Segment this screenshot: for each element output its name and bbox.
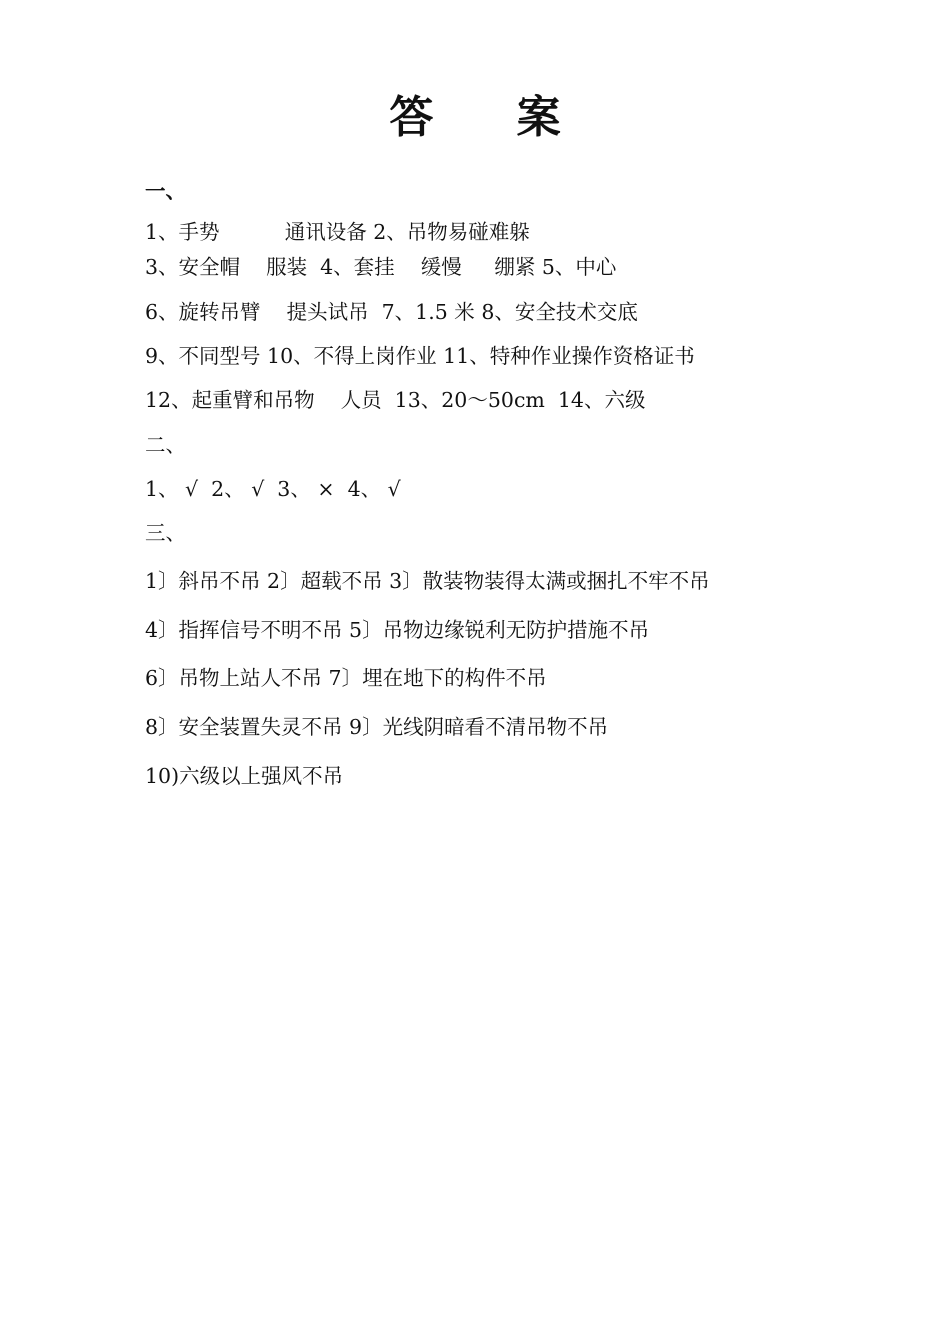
section-one-heading: 一、 xyxy=(145,179,186,203)
answer-line: 12、起重臂和吊物 人员 13、20～50cm 14、六级 xyxy=(145,388,646,412)
answer-line: 8〕安全装置失灵不吊 9〕光线阴暗看不清吊物不吊 xyxy=(145,715,609,739)
page-title: 答 案 xyxy=(389,92,595,143)
answer-line: 10)六级以上强风不吊 xyxy=(145,764,344,788)
answer-line: 9、不同型号 10、不得上岗作业 11、特种作业操作资格证书 xyxy=(145,344,695,368)
answer-line: 1〕斜吊不吊 2〕超载不吊 3〕散装物装得太满或捆扎不牢不吊 xyxy=(145,569,710,593)
answer-line: 4〕指挥信号不明不吊 5〕吊物边缘锐利无防护措施不吊 xyxy=(145,618,650,642)
answer-line: 6〕吊物上站人不吊 7〕埋在地下的构件不吊 xyxy=(145,666,547,690)
section-three-heading: 三、 xyxy=(145,521,186,545)
answer-line: 6、旋转吊臂 提头试吊 7、1.5 米 8、安全技术交底 xyxy=(145,300,638,324)
answer-line: 3、安全帽 服装 4、套挂 缓慢 绷紧 5、中心 xyxy=(145,255,617,279)
answer-line: 1、手势 通讯设备 2、吊物易碰难躲 xyxy=(145,220,530,244)
section-two-heading: 二、 xyxy=(145,433,186,457)
answer-line: 1、 √ 2、 √ 3、 × 4、 √ xyxy=(145,477,401,501)
